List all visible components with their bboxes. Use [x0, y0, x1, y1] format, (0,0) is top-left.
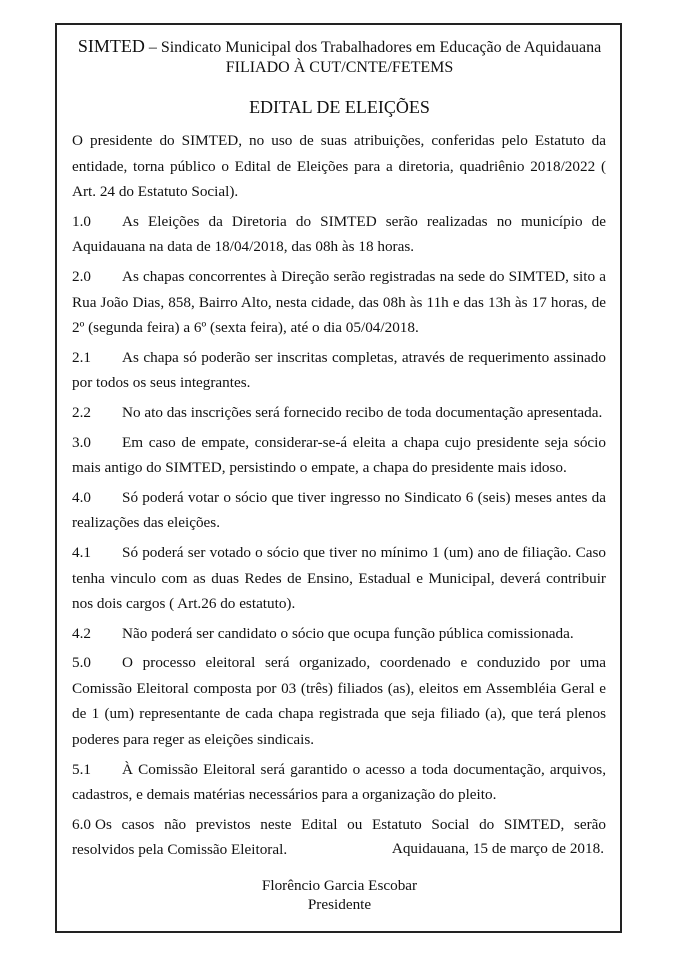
item-text: Em caso de empate, considerar-se-á eleita a chapa cujo presidente seja sócio mais antigo do SIMTED, persistindo o empate, a chapa do presidente mais idoso.	[72, 433, 606, 477]
item-text: Só poderá ser votado o sócio que tiver no mínimo 1 (um) ano de filiação. Caso tenha vinculo com as duas Redes de Ensino, Estadual e Municipal, deverá contribuir nos dois cargos ( Art.26 do estatuto).	[72, 543, 606, 613]
item-5-0	[72, 650, 606, 752]
document-body	[72, 128, 606, 867]
document-title: EDITAL DE ELEIÇÕES	[249, 97, 430, 117]
item-text: As chapa só poderão ser inscritas completas, através de requerimento assinado por todos os seus integrantes.	[72, 348, 606, 392]
item-number: 6.0	[72, 815, 91, 833]
signatory-role: Presidente	[307, 896, 372, 913]
signature-block	[0, 876, 679, 914]
item-number: 4.2	[72, 624, 91, 642]
item-2-0	[72, 264, 606, 341]
item-number: 4.1	[72, 543, 91, 561]
item-text: Só poderá votar o sócio que tiver ingresso no Sindicato 6 (seis) meses antes da realizações das eleições.	[72, 488, 606, 532]
item-number: 3.0	[72, 433, 91, 451]
item-number: 2.1	[72, 348, 91, 366]
item-text: Não poderá ser candidato o sócio que ocupa função pública comissionada.	[122, 624, 574, 642]
item-number: 2.0	[72, 267, 91, 285]
item-text: O processo eleitoral será organizado, coordenado e conduzido por uma Comissão Eleitoral composta por 03 (três) filiados (as), eleitos em Assembléia Geral e de 1 (um) representante de cada chapa registrada que seja filiado (a), que terá plenos poderes para reger as eleições sindicais.	[72, 654, 606, 749]
union-acronym: SIMTED	[77, 36, 145, 56]
item-4-2	[72, 621, 606, 647]
intro-paragraph: O presidente do SIMTED, no uso de suas atribuições, conferidas pelo Estatuto da entidade, torna público o Edital de Eleições para a diretoria, quadriênio 2018/2022 ( Art. 24 do Estatuto Social).	[72, 132, 606, 201]
item-text: À Comissão Eleitoral será garantido o acesso a toda documentação, arquivos, cadastros, e demais matérias necessários para a organização do pleito.	[72, 760, 606, 804]
item-4-0	[72, 485, 606, 536]
item-number: 4.0	[72, 488, 91, 506]
item-2-1	[72, 345, 606, 396]
item-number: 2.2	[72, 403, 91, 421]
item-5-1	[72, 757, 606, 808]
item-text: Os casos não previstos neste Edital ou Estatuto Social do SIMTED, serão resolvidos pela Comissão Eleitoral.	[72, 815, 606, 859]
item-1-0	[72, 209, 606, 260]
item-text: As Eleições da Diretoria do SIMTED serão realizadas no município de Aquidauana na data de 18/04/2018, das 08h às 18 horas.	[72, 212, 606, 256]
item-text: As chapas concorrentes à Direção serão registradas na sede do SIMTED, sito a Rua João Dias, 858, Bairro Alto, nesta cidade, das 08h às 11h e das 13h às 17 horas, de 2º (segunda feira) a 6º (sexta feira), até o dia 05/04/2018.	[72, 267, 606, 337]
union-name-line	[0, 36, 679, 58]
union-full-name: – Sindicato Municipal dos Trabalhadores em Educação de Aquidauana	[144, 39, 602, 56]
item-2-2	[72, 400, 606, 426]
union-affiliation: FILIADO À CUT/CNTE/FETEMS	[225, 59, 454, 76]
item-text: No ato das inscrições será fornecido recibo de toda documentação apresentada.	[122, 403, 603, 421]
item-3-0	[72, 430, 606, 481]
date-line: Aquidauana, 15 de março de 2018.	[391, 840, 604, 857]
item-number: 5.1	[72, 760, 91, 778]
item-4-1	[72, 540, 606, 617]
item-number: 5.0	[72, 654, 91, 672]
item-number: 1.0	[72, 212, 91, 230]
document-header	[0, 36, 679, 78]
signatory-name: Florêncio Garcia Escobar	[261, 877, 418, 894]
